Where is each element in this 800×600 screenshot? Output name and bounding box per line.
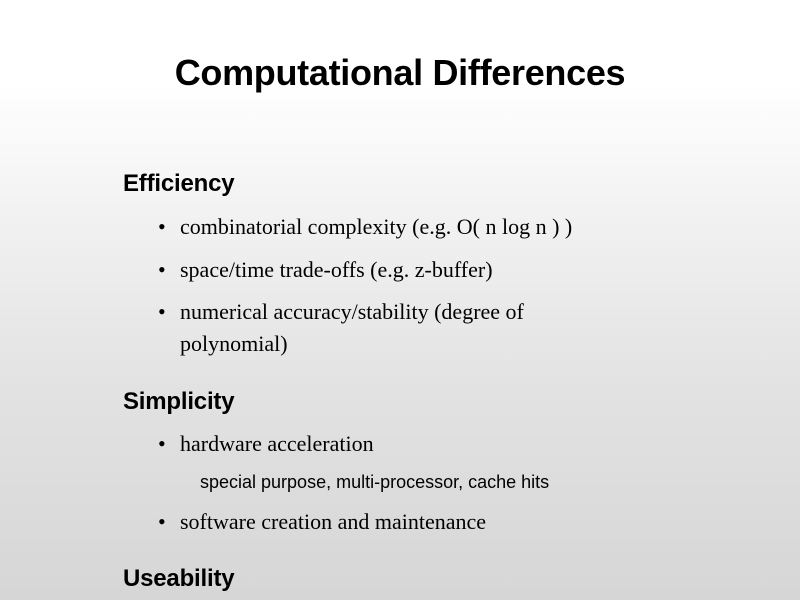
section-heading-useability: Useability	[123, 565, 235, 592]
bullet-text: numerical accuracy/stability (degree of polynomial)	[180, 299, 524, 356]
slide-title: Computational Differences	[174, 52, 626, 93]
bullet-text: software creation and maintenance	[180, 509, 487, 534]
bullet-text: combinatorial complexity (e.g. O( n log n ) )	[180, 214, 573, 239]
bullet-text: hardware acceleration	[180, 431, 374, 456]
section-heading-simplicity: Simplicity	[123, 388, 235, 415]
bullet-text: space/time trade-offs (e.g. z-buffer)	[180, 257, 493, 282]
bullet-item	[158, 296, 718, 360]
bullet-item	[158, 211, 718, 243]
bullet-dot-icon: •	[158, 431, 166, 456]
bullet-item	[158, 506, 718, 538]
sub-bullet-text: special purpose, multi-processor, cache hits	[200, 472, 550, 492]
bullet-dot-icon: •	[158, 257, 166, 282]
bullet-item	[158, 254, 718, 286]
bullet-dot-icon: •	[158, 509, 166, 534]
bullet-item	[158, 428, 718, 460]
section-heading-efficiency: Efficiency	[123, 170, 235, 197]
bullet-dot-icon: •	[158, 214, 166, 239]
bullet-dot-icon: •	[158, 299, 166, 324]
